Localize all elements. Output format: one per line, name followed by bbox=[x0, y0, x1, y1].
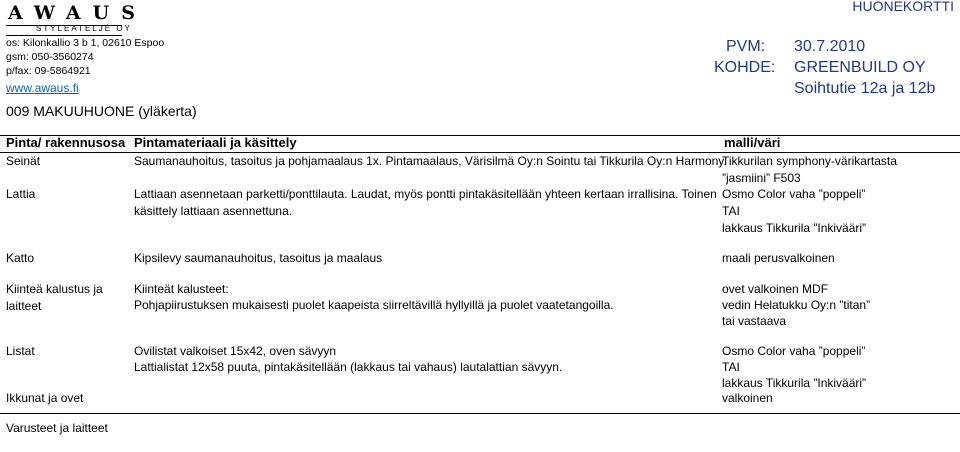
row-desc-floor-1: Lattiaan asennetaan parketti/ponttilauta. Laudat, myös pontti pintakäsitellään yhteen kertaan irrallisina. Toinen bbox=[134, 187, 717, 201]
row-color-moldings-1: Osmo Color vaha ”poppeli” bbox=[722, 344, 866, 358]
column-header-color: malli/väri bbox=[724, 135, 781, 150]
row-color-moldings-3: lakkaus Tikkurila ”Inkivääri” bbox=[722, 376, 867, 390]
row-color-walls-2: ”jasmiini” F503 bbox=[722, 171, 801, 185]
row-label-floor: Lattia bbox=[6, 187, 36, 201]
row-color-walls-1: Tikkurilan symphony-värikartasta bbox=[722, 154, 897, 168]
row-color-fixtures-2: vedin Helatukku Oy:n ”titan” bbox=[722, 298, 871, 312]
row-color-floor-1: Osmo Color vaha ”poppeli” bbox=[722, 187, 866, 201]
company-phone: gsm: 050-3560274 bbox=[6, 51, 94, 63]
company-website-link[interactable]: www.awaus.fi bbox=[6, 81, 79, 95]
object-address: Soihtutie 12a ja 12b bbox=[794, 80, 936, 97]
row-label-ceiling: Katto bbox=[6, 251, 35, 265]
logo-tagline: STYLEATELJÉ OY bbox=[36, 24, 132, 33]
row-label-equipment: Varusteet ja laitteet bbox=[6, 421, 108, 435]
row-color-floor-3: lakkaus Tikkurila ”Inkivääri” bbox=[722, 221, 867, 235]
row-color-moldings-2: TAI bbox=[722, 360, 740, 374]
document-type: HUONEKORTTI bbox=[852, 0, 954, 14]
logo-rule-bottom bbox=[6, 35, 122, 36]
date-value: 30.7.2010 bbox=[794, 38, 866, 55]
row-color-fixtures-1: ovet valkoinen MDF bbox=[722, 282, 829, 296]
row-desc-fixtures-1: Kiinteät kalusteet: bbox=[134, 282, 229, 296]
column-header-material: Pintamateriaali ja käsittely bbox=[134, 135, 297, 150]
row-separator-equipment bbox=[0, 413, 960, 414]
object-label: KOHDE: bbox=[714, 59, 776, 76]
row-label-windows-doors: Ikkunat ja ovet bbox=[6, 391, 84, 405]
row-color-windows-doors: valkoinen bbox=[722, 391, 773, 405]
row-desc-moldings-1: Ovilistat valkoiset 15x42, oven sävyyn bbox=[134, 344, 337, 358]
row-desc-walls: Saumanauhoitus, tasoitus ja pohjamaalaus 1x. Pintamaalaus, Värisilmä Oy:n Sointu tai Tikkurila Oy:n Harmony. bbox=[134, 154, 727, 168]
row-color-floor-2: TAI bbox=[722, 204, 740, 218]
row-color-fixtures-3: tai vastaava bbox=[722, 314, 787, 328]
row-label-moldings: Listat bbox=[6, 344, 35, 358]
row-desc-floor-2: käsittely lattiaan asennettuna. bbox=[134, 204, 293, 218]
company-address: os: Kilonkallio 3 b 1, 02610 Espoo bbox=[6, 37, 165, 49]
row-color-ceiling: maali perusvalkoinen bbox=[722, 251, 835, 265]
object-value: GREENBUILD OY bbox=[794, 59, 926, 76]
row-desc-fixtures-2: Pohjapiirustuksen mukaisesti puolet kaapeista siirreltävillä hyllyillä ja puolet vaatetangoilla. bbox=[134, 298, 614, 312]
company-logo: AWAUS bbox=[8, 2, 147, 24]
row-desc-moldings-2: Lattialistat 12x58 puuta, pintakäsitellään (lakkaus tai vahaus) lautalattian sävyyn. bbox=[134, 360, 563, 374]
date-label: PVM: bbox=[726, 38, 766, 55]
company-fax: p/fax: 09-5864921 bbox=[6, 65, 91, 77]
room-title: 009 MAKUUHUONE (yläkerta) bbox=[6, 103, 197, 119]
row-label-fixtures: Kiinteä kalustus ja laitteet bbox=[6, 282, 103, 313]
row-label-walls: Seinät bbox=[6, 154, 41, 168]
column-header-part: Pinta/ rakennusosa bbox=[6, 135, 126, 150]
row-desc-ceiling: Kipsilevy saumanauhoitus, tasoitus ja maalaus bbox=[134, 251, 383, 265]
